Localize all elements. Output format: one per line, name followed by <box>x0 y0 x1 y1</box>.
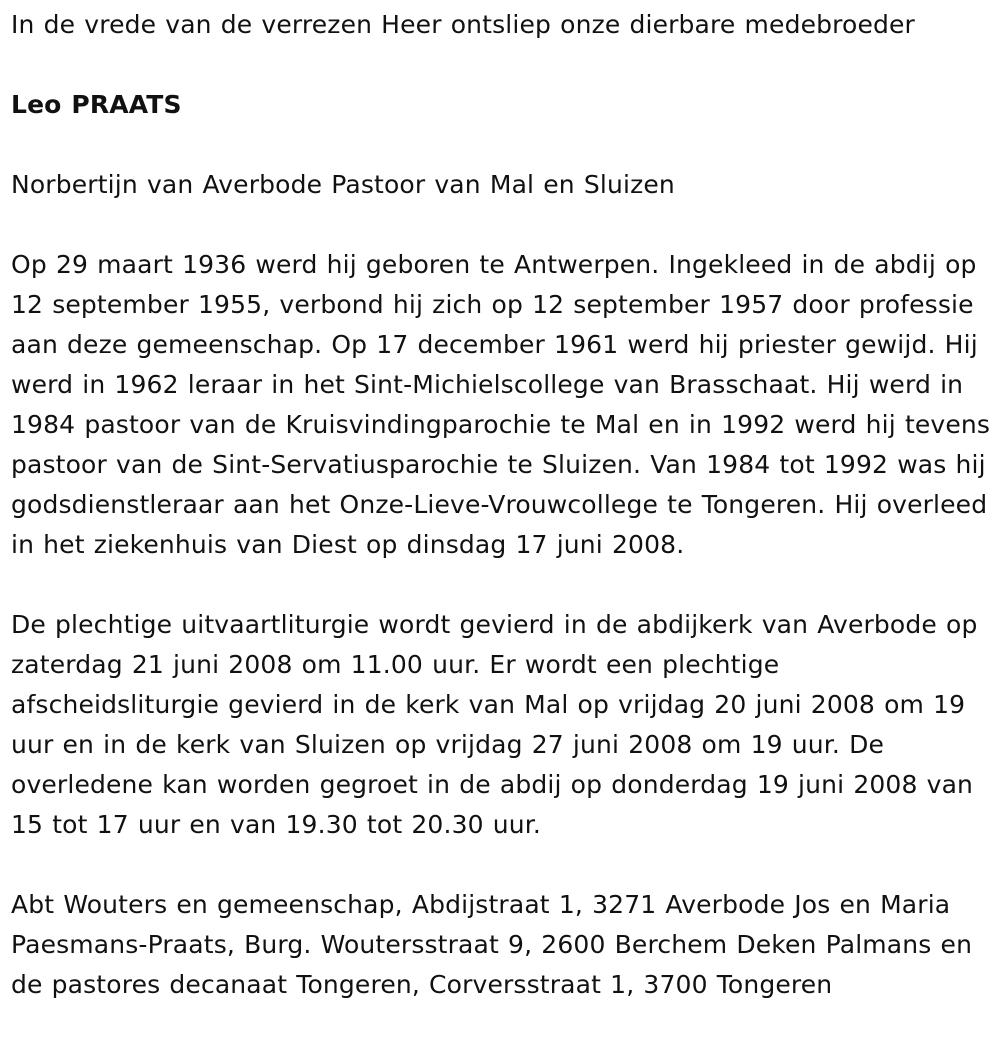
funeral-paragraph: De plechtige uitvaartliturgie wordt gevierd in de abdijkerk van Averbode op zaterdag 21 juni 2008 om 11.00 uur. Er wordt een plechtige afscheidsliturgie gevierd in de kerk van Mal op vrijdag 20 juni 2008 om 19 uur en in de kerk van Sluizen op vrijdag 27 juni 2008 om 19 uur. De overledene kan worden gegroet in de abdij op donderdag 19 juni 2008 van 15 tot 17 uur en van 19.30 tot 20.30 uur. <box>11 610 978 839</box>
intro-text: In de vrede van de verrezen Heer ontsliep onze dierbare medebroeder <box>11 10 915 39</box>
obituary-document <box>11 5 996 1005</box>
biography-paragraph: Op 29 maart 1936 werd hij geboren te Antwerpen. Ingekleed in de abdij op 12 september 1955, verbond hij zich op 12 september 1957 door professie aan deze gemeenschap. Op 17 december 1961 werd hij priester gewijd. Hij werd in 1962 leraar in het Sint-Michielscollege van Brasschaat. Hij werd in 1984 pastoor van de Kruisvindingparochie te Mal en in 1992 werd hij tevens pastoor van de Sint-Servatiusparochie te Sluizen. Van 1984 tot 1992 was hij godsdienstleraar aan het Onze-Lieve-Vrouwcollege te Tongeren. Hij overleed in het ziekenhuis van Diest op dinsdag 17 juni 2008. <box>11 250 991 559</box>
deceased-title: Norbertijn van Averbode Pastoor van Mal en Sluizen <box>11 170 675 199</box>
contacts-paragraph: Abt Wouters en gemeenschap, Abdijstraat 1, 3271 Averbode Jos en Maria Paesmans-Praats, Burg. Woutersstraat 9, 2600 Berchem Deken Palmans en de pastores decanaat Tongeren, Corversstraat 1, 3700 Tongeren <box>11 890 973 999</box>
deceased-name: Leo PRAATS <box>11 90 182 119</box>
